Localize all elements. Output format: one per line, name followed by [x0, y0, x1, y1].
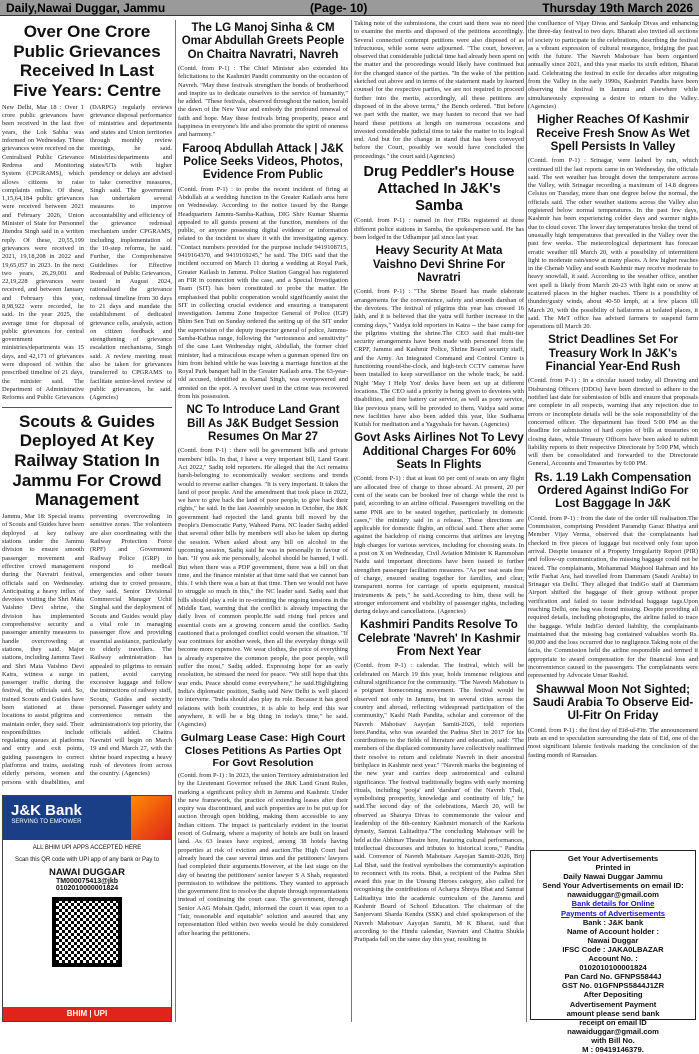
qr-code[interactable]: [52, 897, 122, 967]
article-navreh-continued: the confluence of Vijay Divas and Sankalp Divas and enhancing the three-day festival to two days. Bharati also invited all sections of society to participate in the celebrations, describing the festival as a vibrant expression of cultural resurgence, bridging the past with the future. The Navreh Mahotsav has been organised annually since 2021, and this year marks its sixth edition, Bharat said. Celebrating the festival in exile for decades after migrating from the Valley in the early 1990s, Kashmiri Pandits have been observing the festival in Jammu and elsewhere while simultaneously expressing a desire to return to the Valley. (Agencies): [528, 20, 698, 110]
article-navreh-kashmir: (Contd. from P-1) : calendar. The festival, which will be celebrated on March 19 this year, holds immense religious and cultural significance for the community. "The Navreh Mahotsav is a poignant homecoming movement. The festival would be observed not only in Jammu, but in several cities across the country and abroad, reflecting widespread participation of the community," Kashi Nath Pandita, scholar and convenor of the Navreh Mahotsav Aayojan Samiti-2026, told reporters here.Pandita, who was awarded the Padma Shri in 2017 for his contributions to the fields of literature and education, said: "The members of the displaced community have collectively reaffirmed their resolve to return and celebrate Navreh in their ancestral birthplace in Kashmir next year." "Navreh marks the beginning of the new year and carries deep astronomical and cultural significance. The festival traditionally begins with early morning rituals, including 'pooja' and 'darshan' of the Navreh Thali, symbolising prosperity, knowledge and continuity of life," he said.The second day of the celebrations, March 20, will be observed as Shaurya Divas to commemorate the valour and leadership of the 8th-century Kashmiri monarch of the Karkota dynasty, Samrat Lalitaditya."The concluding Mahotsav will be held at the Abhinav Theatre here, featuring cultural performances, intellectual discourses and tributes to historical icons," Pandita said. Convenor of Navreh Mahotsav Aayojan Samiti-2026, Brij Lal Bhat, said the festival symbolises the community's aspiration to reconnect with its roots. Bhat, a recipient of the Padma Shri award this year in the Unsung Heroes category, also called for recognising the contributions of Acharya Shreya Bhat and Samrat Lalitaditya into the academic curriculum of the Jammu and Kashmir Board of School Education. The chairman of the Sanjeevani Sharda Kendra (SSK) and chief spokesperson of the Navreh Mahotsav Aayojan Samiti, M K Bharat, said that according to the Hindu calendar, Navratri and Chaitra Shukla Pratipada fall on the same day this year, resulting in: [354, 662, 524, 944]
column-3: [354, 20, 524, 1022]
ad-vpa: TM000075413@jkb: [55, 878, 119, 885]
article-grievances: New Delhi, Mar 18 : Over 1 crore public grievances have been received in the last five years, the Lok Sabha was informed on Wednesday. These grievances were received on the Centralised Public Grievance Redress and Monitoring System (CPGRAMS), which allows citizens to raise complaints online. Of these, 1,15,64,184 public grievances were received between 2021 and February 2026, Union Minister of State for Personnel Jitendra Singh said in a written reply. Of these, 20,55,199 grievances were received in 2021, 19,18,208 in 2022 and 19,65,057 in 2023. In the next two years, 26,29,001 and 22,19,228 grievances were received, and between January and February this year, 8,98,922 were recorded, he said. In the year 2025, the average time for disposal of public grievances for central government ministries/departments was 15 days, and 42,171 of grievances were disposed of within the prescribed timeline of 21 days, the minister said. The Department of Administrative Reforms and Public Grievances (DARPG) regularly reviews grievance disposal performance of ministries and departments and states and Union territories through monthly review meetings, he said. Ministries/departments and states/UTs with higher pendency or delays are advised to take corrective measures, Singh said. The government has undertaken several measures to improve accountability and efficiency of the grievance redressal mechanism under CPGRAMS, including implementation of the 10-step reforms, he said. Further, the Comprehensive Guidelines for Effective Redressal of Public Grievances, issued in August 2024, rationalised the grievance redressal timeline from 30 days to 21 days and mandate the establishment of dedicated grievance cells, analysis, action on citizen feedback and strengthening of grievance escalation mechanisms, Singh said. A review meeting must also be taken for grievances transferred to CPGRAMS to facilitate senior-level review of public grievances, he said. (Agencies): [2, 103, 172, 402]
info-line: Get Your Advertisements: [567, 854, 659, 863]
issue-date: Thursday 19th March 2026: [542, 1, 693, 15]
info-line: Send Your Advertisements on email ID:: [542, 881, 684, 891]
article-scouts-guides: Jammu, Mar 18: Special teams of Scouts and Guides have been deployed at key railway stations under the Jammu division to ensure smooth passenger movement and effective crowd management during the Navratri festival, officials said on Wednesday. Anticipating a heavy influx of devotees visiting the Shri Mata Vaishno Devi shrine, the division has implemented comprehensive security and passenger amenity measures to handle overcrowding at stations, they said. Major stations, including Jammu Tawi and Shri Mata Vaishno Devi Katra, witness a surge in passenger traffic during the festival, the officials said. So, trained Scouts and Guides have been stationed at these locations to assist pilgrims and maintain order, they said. Their responsibilities include regulating queues at platforms and entry and exit points, guiding passengers to correct platforms and trains, assisting elderly persons, women and persons with disabilities, and preventing overcrowding in sensitive zones. The volunteers are also coordinating with the Railway Protection Force (RPF) and Government Railway Police (GRP) to respond to medical emergencies and other issues arising due to crowd pressure, they said. Senior Divisional Commercial Manager Uchit Singhal said the deployment of Scouts and Guides would play a vital role in managing passenger flow and providing essential assistance, particularly to elderly travellers. The Railway administration has appealed to pilgrims to remain patient, avoid carrying excessive luggage and follow the instructions of railway staff, Scouts, Guides and security personnel. Passenger safety and convenience remain the administration's top priority, the officials added. Chaitra Navratri will begin on March 19 and end March 27, with the shrine board expecting a heavy rush of devotees from across the country. (Agencies): [2, 513, 172, 786]
headline-grievances: Over One Crore Public Grievances Received In Last Five Years: Centre: [12, 22, 162, 101]
info-line: Account No. :: [588, 954, 638, 964]
info-line: IFSC Code : JAKA0LBAZAR: [562, 944, 664, 954]
ad-payee-name: NAWAI DUGGAR: [49, 867, 125, 878]
info-phone: M : 09419146379.: [582, 1044, 644, 1054]
masthead-left: Daily,Nawai Duggar, Jammu: [6, 1, 166, 15]
column-divider: [175, 20, 176, 1022]
article-gulmarg-lease: (Contd. from P-1) : In 2023, the union Territory administration led by the Lieutenant Governor refused the J&K Land Grant Rules, marking a significant policy shift in Jammu and Kashmir. Under the new framework, the practice of extending leases after their expiry was discontinued, and such properties are to be put up for auction through open bidding, making them accessible to any Indian citizen. The impact is particularly evident in the tourist resort of Gulmarg, where a majority of hotels are built on leased land. As 63 leases have expired, among 38 hotels having properties at risk of eviction and auction.The High Court had already heard the case several times and the petitioners' lawyers had completed their arguments.However, at the last stage on the day of hearing the petitioners' senior lawyer S A Shah, requested permission to withdraw the petitions. They wanted to approach the government first to resolve the dispute through representations instead of continuing the court case. The government, through Senior AAG Mohsin Qadri, informed the court it was open to a "fair, reasonable and equitable" solution and assured that any representation filed within two weeks would be duly considered after hearing the petitioners.: [178, 771, 348, 937]
page-header: [0, 0, 699, 16]
article-airline-seats: (Contd. from P-1) : that at least 60 per cent of seats on any flight are allocated free of charge to those aboard. At present, 20 per cent of the seats can be booked free of charge while the rest is paid, according to an airline official. Passengers travelling on the same PNR are to be seated together, particularly in domestic cases," the ministry said in a release. These directions are applicable for domestic flights, an official said. There after some against the backdrop of rising concerns that airlines are levying high charges for various services, including for choosing seats. In a post on X on Wednesday, Civil Aviation Minister K Rammohan Naidu said important directions have been issued to further strengthen passenger facilitation measures. "As per seat seats free of charge, ensured seating together for families, and clear, transparent norms for carriage of sports equipment, musical instruments & pets," he said.According to him, these will be stronger enforcement and visibility of passenger rights, including during delays and cancellations. (Agencies): [354, 475, 524, 616]
headline-kashmir-snow: Higher Reaches Of Kashmir Receive Fresh Snow As Wet Spell Persists In Valley: [536, 114, 690, 153]
info-line: Daily Nawai Duggar Jammu: [563, 872, 663, 882]
info-line: with Bill No.: [591, 1035, 635, 1045]
info-line: receipt on email ID: [579, 1017, 647, 1027]
headline-navreh-kashmir: Kashmiri Pandits Resolve To Celebrate 'Navreh' In Kashmir From Next Year: [357, 619, 521, 659]
divider: [2, 407, 172, 408]
column-2: [178, 20, 348, 1022]
column-4: [528, 20, 698, 848]
article-navratri-greetings: (Contd. from P-1) : The Chief Minister also extended his felicitations to the Kashmiri Pandit community on the occasion of Navreh. "May these festivals strengthen the bonds of brotherhood and inspire us to dedicate ourselves to the service of humanity," he added. "These festivals, observed throughout the nation, herald the dawn of the New Year and embody the profound renewal of faith and hope. May these festivals bring prosperity, peace and happiness in everyone's life and also promote the spirit of oneness and harmony.": [178, 64, 348, 139]
article-drug-peddler: (Contd. from P-1) : named in five FIRs registered at three different police stations in Samba, the spokesperson said. He has been lodged in the Udhampur jail since last year.: [354, 217, 524, 242]
article-kashmir-snow: (Contd. from P-1) : Srinagar, were lashed by rain, which continued till the last reports came in on Wednesday, the officials said. The wet weather has brought down the temperature across the Valley, with Srinagar recording a maximum of 14.8 degrees Celsius on Tuesday, more than one degree below the normal, the officials said. The other weather stations across the Valley also registered below normal temperatures. In the past few days, Kashmir has been experiencing colder days and warmer nights due to cloud cover. The lower day temperatures broke the trend of unusually high temperatures that prevailed in the Valley over the past few weeks. The meteorological department has forecast erratic weather till March 20, with a possibility of intermittent light to moderate rain/snow at many places. A few higher reaches in the Chenab Valley and south Kashmir may receive moderate to heavy snowfall, it said. According to the weather office, another wet spell is likely from March 20-23 with light rain or snow at scattered places in the higher reaches. There is a possibility of thunder/gusty winds, about 40-50 kmph, at a few places till March 20, with the possibility of hailstorms at isolated places, it said. The MeT office has advised farmers to suspend farm operations till March 20.: [528, 157, 698, 331]
info-line: Nawai Duggar: [587, 935, 639, 945]
column-divider: [526, 20, 527, 1022]
jk-bank-upi-ad: [2, 795, 172, 1022]
info-line: Pan Card No. GFNPS5844J: [564, 972, 662, 982]
info-line: After Depositing: [583, 990, 643, 1000]
headline-land-grant-bill: NC To Introduce Land Grant Bill As J&K Budget Session Resumes On Mar 27: [186, 404, 340, 444]
info-link[interactable]: Payments of Advertisements: [561, 908, 665, 918]
ad-banner: [3, 796, 171, 840]
headline-treasury-deadlines: Strict Deadlines Set For Treasury Work In J&K's Financial Year-End Rush: [545, 334, 681, 374]
ad-account: 0102010000001824: [55, 885, 119, 892]
headline-scouts-guides: Scouts & Guides Deployed At Key Railway Station In Jammu For Crowd Management: [12, 411, 162, 510]
article-farooq-attack: (Contd. from P-1) : to probe the recent incident of firing at Abdullah at a wedding function in the Greater Kailash area here on Wednesday. According to the notice issued by the Range Headquarters Jammu-Samba-Kathua, DIG Shiv Kumar Sharma appealed to all guests present at the function, members of the public, or anyone possessing digital evidence or information related to the incident to share it with the investigating agency. "Contact numbers provided for the purpose include 9419108715, 9419164370, and 9419169245," he said. The DIG said that the incident occurred on March 11 during a wedding at Royal Park, Greater Kailash in Jammu. Police Station Gangyal has registered an FIR in connection with the case, and a Special Investigation Team (SIT) has been constituted to probe the matter. He emphasised that public cooperation would significantly assist the SIT in collecting crucial evidence and ensuring a transparent investigation. Jammu Zone Inspector General of Police (IGP) Bhim Sen Tuti on Sunday ordered the setting up of the SIT under the supervision of the deputy inspector general of police, Jammu-Samba-Kathua range, following the "seriousness and sensitivity" of the case Last Wednesday night, Abdullah, the former chief minister, had a miraculous escape when a gunman opened fire on him from behind while he was leaving a marriage function at the Royal Park banquet hall in the Greater Kailash area. The 63-year-old accused, identified as Kamal Singh, was overpowered and arrested on the spot. A revolver used in the crime was recovered from his possession.: [178, 185, 348, 401]
article-indigo-compensation: (Contd. from P-1) : from the date of the order till realisation.The Commission, comprising President Paramdip Garaz Bhatiya and Member Vijay Verma, observed that the complainants had checked in five pieces of luggage but received only four upon arrival. Despite issuance of a Property Irregularity Report (PIR) and follow-up communication, the missing baggage could not be traced. The complainants, Mohammad Maqbool Rahman and his wife Farhat Ara, had travelled from Dammam (Saudi Arabia) to Srinagar via Delhi. They alleged that IndiGo staff at Dammam Airport shifted the baggage of their group without proper verification and failed to issue individual baggage tags.Upon reaching Delhi, one bag was found missing. Despite providing all required details, including photographs, the airline failed to trace the baggage. While IndiGo denied liability, the complainants maintained that the missing bag contained valuables worth Rs. 90,000 and the loss occurred due to negligence.Taking note of the facts, the Commission held the airline responsible and termed it appropriate to award compensation for the financial loss and inconvenience caused to the passengers. The complainants were represented by Advocate Umar Rashid.: [528, 514, 698, 680]
ad-line-1: ALL BHIM UPI APPS ACCEPTED HERE: [32, 845, 142, 851]
info-line: 0102010100001824: [579, 963, 647, 973]
info-line: Printed in: [595, 863, 631, 873]
headline-eid-saudi: Shawwal Moon Not Sighted; Saudi Arabia To Observe Eid-Ul-Fitr On Friday: [532, 683, 694, 723]
ad-stripe: [131, 796, 171, 840]
article-gulmarg-continued: Taking note of the submissions, the court said there was no need to examine the merits and disposed of the petitions accordingly. Several connected contempt petitions were also disposed of as infructuous, while some were adjourned. "The court, however, observed that considerable judicial time had already been spent on the matter and the proceedings would likely have continued but for the changed stance of the parties. "In the wake of 'the petition sketched out above and in terms of the statement made by learned counsel for the respective parties, we are not required to proceed further into the merits, accordingly, all these petitions are disposed of in the above terms," the Bench ordered. "But before we part with the matter, we may hasten to record that we had heard these petitions at length on numerous occasions and invested considerable judicial time to take the matter to its logical end. And but for the change in stand that has been conveyed before the Court, possibly we would have concluded the proceedings." the court said.(Agencies): [354, 20, 524, 160]
headline-airline-seats: Govt Asks Airlines Not To Levy Additional Charges For 60% Seats In Flights: [354, 432, 524, 472]
article-vaishno-devi-security: (Contd. from P-1) : "The Shrine Board has made elaborate arrangements for the convenience, safety and smooth darshan of the devotees. The festival of pilgrims this year has crossed 16 lakh, and it is believed that the yatra will further increase in the coming days," Vaidya told reporters in Katra -- the base camp for the pilgrims visiting the shrine.The CEO said that multi-tier security arrangements have been made with personnel from the CRPF, Jammu and Kashmir Police, Shrine Board security staff, and the Army. An Integrated Command and Control Centre is functioning round-the-clock, and high-tech CCTV cameras have been installed to keep surveillance on the whole track, he said. Night 'May I Help You' desks have been set up at different locations. The CEO said a priority is being given to devotees with disabilities, and free battery car service, as well as pony service, like previous years, will be provided to them. Vaidya said some new facilities have also been added this year, like Sudhama Kutish for meditation and a Yagyshala for havan. (Agencies): [354, 288, 524, 429]
headline-drug-peddler: Drug Peddler's House Attached In J&K's Samba: [363, 164, 515, 214]
headline-navratri-greetings: The LG Manoj Sinha & CM Omar Abdullah Greets People On Chaitra Navratri, Navreh: [181, 22, 345, 61]
info-email[interactable]: nawaiduggar@gmail.com: [567, 1026, 659, 1036]
article-treasury-deadlines: (Contd. from P-1) : In a circular issued today, all Drawing and Disbursing Officers (DDOs) have been directed to adhere to the notified last date for submission of bills and ensure that proposals are complete in all respects, warning that any rejection due to errors or incomplete details will be the sole responsibility of the concerned officer. The department has fixed 5:00 PM as the deadline for submission of hard copies of bills at treasuries on closing dates, while Treasury Officers have been asked to submit liability reports to their respective Directorate by 5:00 PM, which will then be consolidated and forwarded to the Directorate General, Accounts and Treasuries by 6:00 PM.: [528, 377, 698, 468]
column-divider: [351, 20, 352, 1022]
article-land-grant-bill: (Contd. from P-1) : there will be government bills and private members' bills. In that, I have a very important bill, Land Grant Act 2022," Sadiq told reporters. He alleged that the Act remains harsh-belonging to economically weaker sections and trends would to reverse earlier changes. "It is very important. It takes the land of poor people. And the amendment that took place in 2022, we have to give back the land of poor people, to give back their rights," he said. In the last Assembly session in October, the J&K government had rejected the land grants bill moved by the People's Democratic Party, Waheed Parra. NC leader Sadiq added that several other bills by members will also be taken up during the session. When asked about any bill on alcohol in the upcoming session, Sadiq said he was in personally in favour of ban. "If you ask me personally, alcohol should be banned, I will. But when there was a PDP government, there was a bill on that time, and the finance minister at that time said that we cannot ban this. I wish there was a ban at that time. Then we would not have to struggle so much in this," the NC leader said. Sadiq said that bills should play a role in re-orienting the ongoing tensions in the Middle East, warning that the conflict is already impacting the daily lives of common people.He said rising fuel prices and essential costs are a growing concern amid the conflict. Sadiq cautioned that a prolonged conflict could worsen the situation. "If war continues for another week, then all the everyday things will become more expensive. We wear clothes, the price of everything is already expensive the common people, the poor people, will suffer the most," Sadiq added. Expressing hope for an early resolution, he stressed the need for peace. "We still hope that this war ends. Peace should come everywhere," he said.Highlighting India's diplomatic position, Sadiq said New Delhi is well placed to intervene. "India should also play its role. Because it has good relations with both countries, it is able to help end this war anywhere, it will be a big thing in today's time," he said. (Agencies): [178, 447, 348, 729]
headline-indigo-compensation: Rs. 1.19 Lakh Compensation Ordered Against IndiGo For Lost Baggage In J&K: [534, 471, 692, 511]
article-eid-saudi: (Contd. from P-1) : the first day of Eid-ul-Fitr. The announcement puts an end to speculation surrounding the date of Eid, one of the most significant Islamic festivals marking the conclusion of the fasting month of Ramadan.: [528, 726, 698, 759]
page-number: (Page- 10): [310, 1, 368, 15]
jk-bank-logo: J&K Bank SERVING TO EMPOWER: [11, 802, 82, 825]
info-link[interactable]: Bank details for Online: [571, 899, 655, 909]
info-line: GST No. 01GFNPS5844J1ZR: [561, 981, 665, 991]
advertisement-info-box: [530, 850, 696, 1054]
headline-gulmarg-lease: Gulmarg Lease Case: High Court Closes Petitions As Parties Opt For Govt Resolution: [180, 732, 346, 769]
headline-vaishno-devi-security: Heavy Security At Mata Vaishno Devi Shrine For Navratri: [372, 245, 506, 285]
headline-farooq-attack: Farooq Abdullah Attack | J&K Police Seeks Videos, Photos, Evidence From Public: [182, 142, 344, 182]
info-line: Advertisement Payment: [569, 999, 657, 1009]
info-line: amount please send bank: [566, 1008, 660, 1018]
column-1: [2, 20, 172, 792]
ad-line-2: Scan this QR code with UPI app of any bank or Pay to: [14, 857, 160, 863]
info-email[interactable]: nawaiduggar@gmail.com: [567, 890, 659, 900]
info-line: Name of Account holder :: [566, 926, 660, 936]
info-line: Bank : J&K bank: [582, 917, 644, 927]
ad-footer: BHIM | UPI: [3, 1007, 171, 1021]
